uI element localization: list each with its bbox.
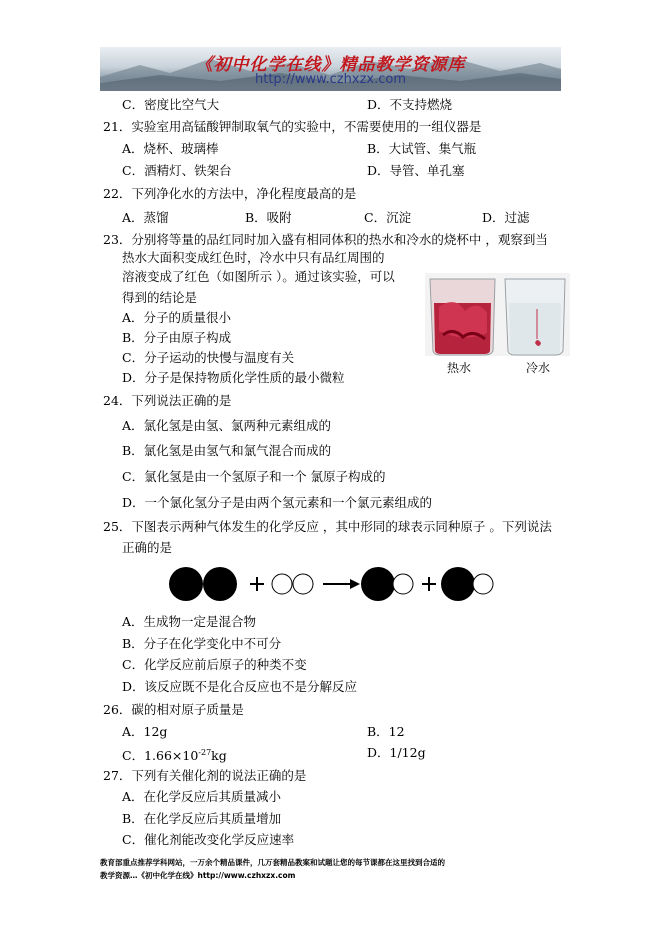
option-a: A．生成物一定是混合物 — [122, 614, 257, 629]
reaction-diagram — [160, 560, 500, 610]
question-21: 21．实验室用高锰酸钾制取氧气的实验中，不需要使用的一组仪器是 — [103, 119, 482, 134]
option-b: B．分子在化学变化中不可分 — [122, 636, 282, 651]
option-a: A．12g — [122, 724, 168, 739]
question-26: 26．碳的相对原子质量是 — [103, 702, 244, 717]
option-c-unit: kg — [211, 748, 227, 764]
caption-hot-water: 热水 — [447, 361, 472, 375]
option-b: B．分子由原子构成 — [122, 330, 232, 345]
option-b: B．在化学反应后其质量增加 — [122, 811, 282, 826]
option-b: B．氯化氢是由氢气和氯气混合而成的 — [122, 443, 332, 458]
option-a: A．烧杯、玻璃棒 — [122, 141, 219, 156]
banner-url: http://www.czhxzx.com — [255, 72, 406, 87]
header-banner — [100, 47, 561, 91]
option-d: D．过滤 — [482, 210, 530, 225]
option-c: C．分子运动的快慢与温度有关 — [122, 350, 295, 365]
beakers-illustration — [425, 273, 570, 356]
beaker-photo — [425, 273, 570, 356]
option-d: D．导管、单孔塞 — [367, 163, 465, 178]
option-a: A．氯化氢是由氢、氯两种元素组成的 — [122, 418, 332, 433]
product-molecule-2 — [441, 567, 493, 601]
option-a: A．分子的质量很小 — [122, 310, 232, 325]
option-b: B．12 — [367, 724, 405, 739]
option-c: C．化学反应前后原子的种类不变 — [122, 657, 307, 672]
option-d: D．该反应既不是化合反应也不是分解反应 — [122, 679, 358, 694]
question-23-line: 得到的结论是 — [122, 290, 198, 305]
question-25: 25．下图表示两种气体发生的化学反应 ，其中形同的球表示同种原子 。下列说法 — [103, 519, 552, 534]
question-23-line: 溶液变成了红色（如图所示 ）。通过该实验，可以 — [122, 269, 395, 284]
option-c: C．密度比空气大 — [122, 97, 220, 112]
footer-line-1: 教育部重点推荐学科网站，一万余个精品课件，几万套精品教案和试题让您的每节课都在这里找到合适的 — [100, 858, 445, 867]
reactant-black-molecule — [169, 567, 237, 601]
question-24: 24．下列说法正确的是 — [103, 393, 232, 408]
plus-sign-1 — [250, 577, 264, 591]
question-23-line: 热水大面积变成红色时，冷水中只有品红周围的 — [122, 250, 385, 265]
option-a: A．蒸馏 — [122, 210, 169, 225]
option-d: D．不支持燃烧 — [367, 97, 453, 112]
footer-line-2: 教学资源…《初中化学在线》http://www.czhxzx.com — [100, 871, 296, 880]
option-c: C．氯化氢是由一个氢原子和一个 氯原子构成的 — [122, 469, 386, 484]
option-d: D．1/12g — [367, 745, 426, 760]
arrow-icon — [323, 579, 360, 589]
caption-cold-water: 冷水 — [526, 361, 551, 375]
option-c: C．催化剂能改变化学反应速率 — [122, 832, 295, 847]
plus-sign-2 — [422, 577, 436, 591]
option-c — [122, 745, 227, 764]
option-c: C．沉淀 — [364, 210, 412, 225]
question-25-line: 正确的是 — [122, 540, 173, 555]
question-27: 27．下列有关催化剂的说法正确的是 — [103, 768, 307, 783]
option-b: B．吸附 — [245, 210, 292, 225]
reactant-white-molecule — [272, 574, 313, 594]
option-d: D．一个氯化氢分子是由两个氢元素和一个氯元素组成的 — [122, 495, 433, 510]
option-c-base: C．1.66×10 — [122, 748, 199, 764]
option-d: D．分子是保持物质化学性质的最小微粒 — [122, 370, 345, 385]
product-molecule-1 — [361, 567, 413, 601]
option-c-exponent: -27 — [198, 748, 212, 757]
option-b: B．大试管、集气瓶 — [367, 141, 477, 156]
question-22: 22．下列净化水的方法中，净化程度最高的是 — [103, 186, 357, 201]
question-23: 23．分别将等量的品红同时加入盛有相同体积的热水和冷水的烧杯中 ，观察到当 — [103, 232, 548, 247]
banner-title: 《初中化学在线》精品教学资源库 — [195, 55, 466, 75]
option-a: A．在化学反应后其质量减小 — [122, 789, 282, 804]
option-c: C．酒精灯、铁架台 — [122, 163, 232, 178]
